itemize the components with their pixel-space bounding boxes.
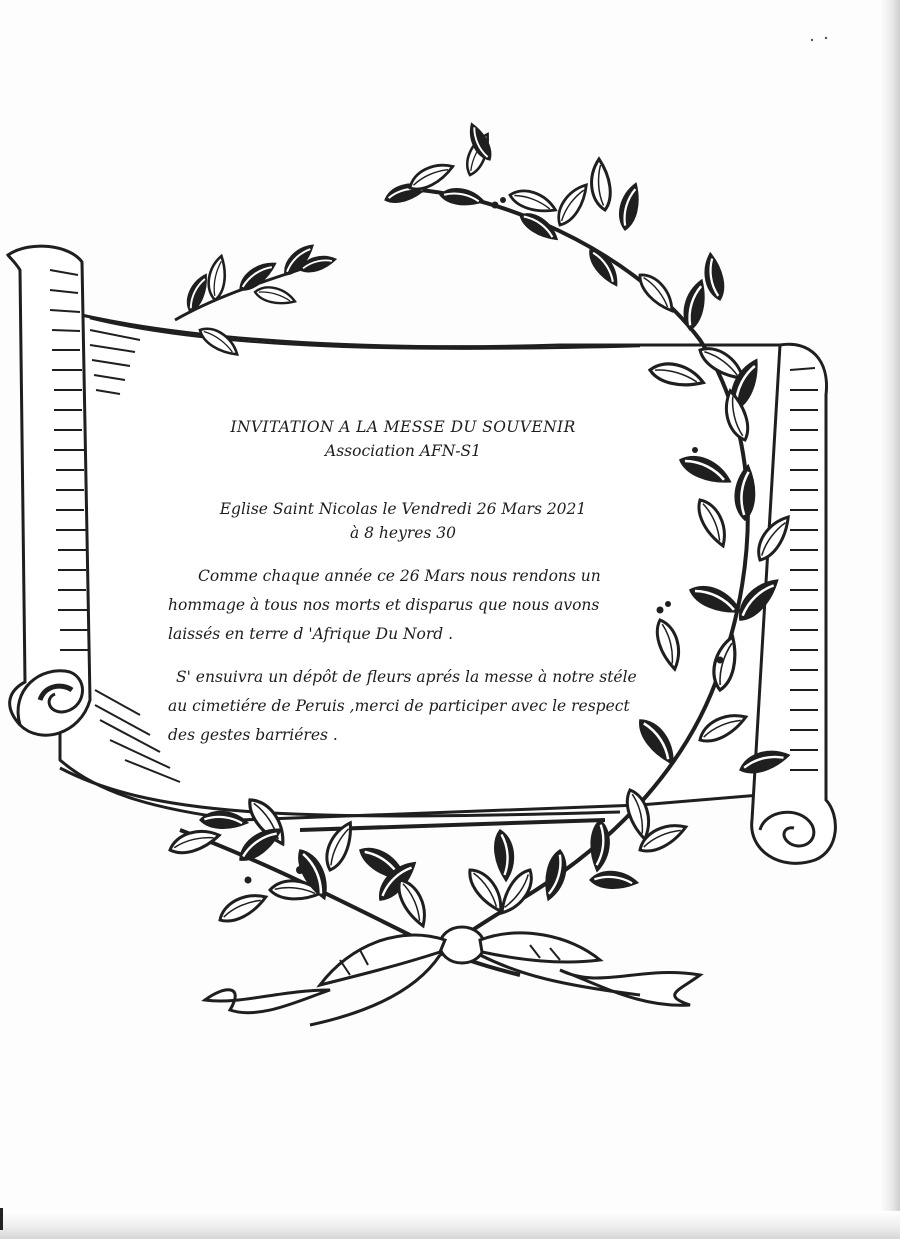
event-place-date: Eglise Saint Nicolas le Vendredi 26 Mars 2021 xyxy=(219,500,587,518)
event-time: à 8 heyres 30 xyxy=(349,524,457,542)
scan-edge-bottom xyxy=(0,1211,900,1239)
tribute-paragraph: Comme chaque année ce 26 Mars nous rendons un hommage à tous nos morts et disparus que nous avons laissés en terre d 'Afrique Du Nord . xyxy=(168,567,601,643)
scan-edge-right xyxy=(880,0,900,1239)
flowers-paragraph: S' ensuivra un dépôt de fleurs aprés la messe à notre stéle au cimetiére de Peruis ,merci de participer avec le respect des gestes barriéres . xyxy=(168,668,637,744)
scan-edge-mark xyxy=(0,1208,3,1230)
ribbon-bow-illustration xyxy=(205,927,700,1025)
invitation-text xyxy=(168,418,638,750)
invitation-title: INVITATION A LA MESSE DU SOUVENIR xyxy=(230,418,576,436)
association-name: Association AFN-S1 xyxy=(325,442,481,460)
scan-speck xyxy=(811,37,827,41)
